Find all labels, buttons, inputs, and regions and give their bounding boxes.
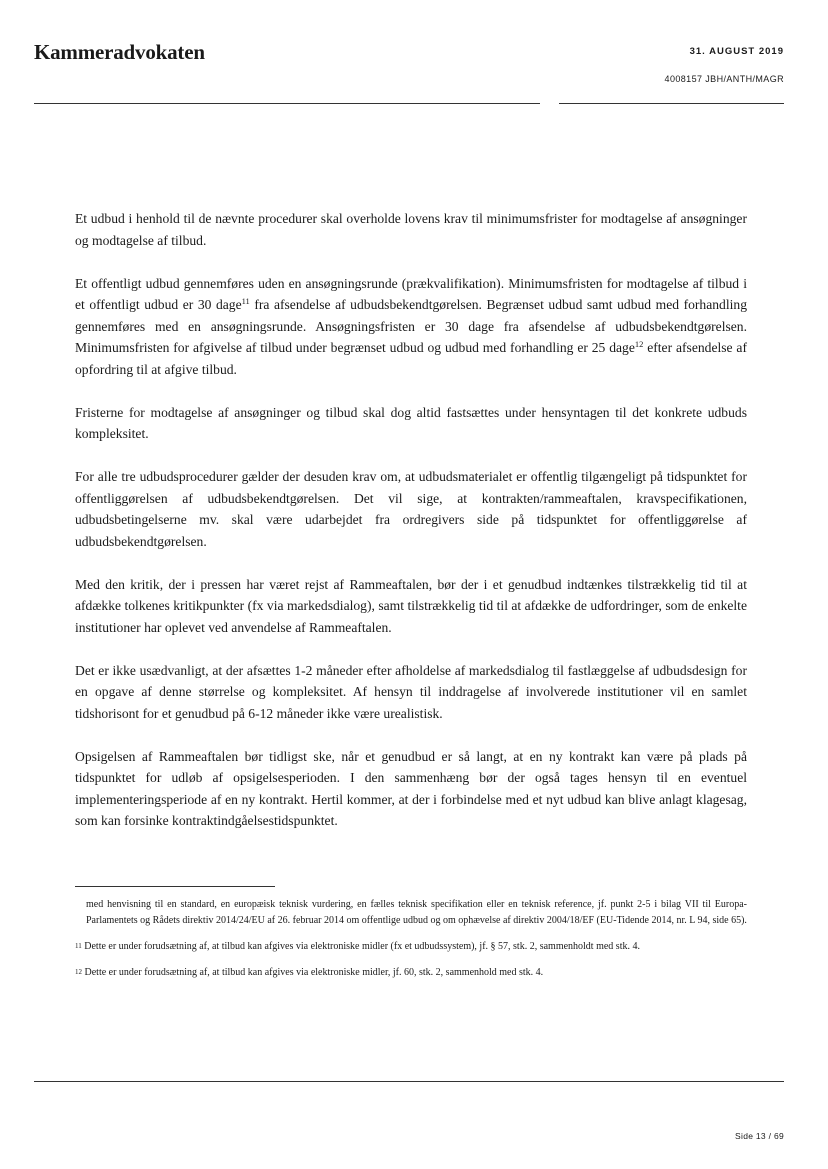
header-rule-left <box>34 103 540 104</box>
footer-rule <box>34 1081 784 1082</box>
document-body <box>75 208 747 853</box>
footnote-text: Dette er under forudsætning af, at tilbud kan afgives via elektroniske midler, jf. 60, stk. 2, sammenhold med stk. 4. <box>82 967 544 978</box>
header-rule-right <box>559 103 784 104</box>
footnote-separator <box>75 886 275 887</box>
footnote-11 <box>75 939 747 955</box>
paragraph-4: For alle tre udbudsprocedurer gælder der desuden krav om, at udbudsmaterialet er offentlig tilgængeligt på tidspunktet for offentliggørelsen af udbudsbekendtgørelsen. Det vil sige, at kontrakten/rammeaftalen, kravspecifikationen, udbudsbetingelserne mv. skal være udarbejdet fra ordregivers side på tidspunktet for offentliggørelse af udbudsbekendtgørelsen. <box>75 469 747 549</box>
paragraph-2 <box>75 273 747 381</box>
paragraph-1: Et udbud i henhold til de nævnte procedurer skal overholde lovens krav til minimumsfrister for modtagelse af ansøgninger og modtagelse af tilbud. <box>75 211 747 248</box>
paragraph-7: Opsigelsen af Rammeaftalen bør tidligst ske, når et genudbud er så langt, at en ny kontrakt kan være på plads på tidspunktet for udløb af opsigelsesperioden. I den sammenhæng bør der også tages hensyn til en eventuel implementeringsperiode af en ny kontrakt. Hertil kommer, at der i forbindelse med et nyt udbud kan blive anlagt klagesag, som kan forsinke kontraktindgåelsestidspunktet. <box>75 748 747 828</box>
paragraph-2-part-a: Et offentligt udbud gennemføres uden en ansøgningsrunde (prækvalifikation). Minimumsfristen for modtagelse af tilbud i et offentligt udbud er 30 dage <box>75 275 747 312</box>
paragraph-2-part-c: efter afsendelse af opfordring til at afgive tilbud. <box>75 340 747 377</box>
footnote-number: 12 <box>75 968 82 976</box>
paragraph-2-part-b: fra afsendelse af udbudsbekendtgørelsen. Begrænset udbud samt udbud med forhandling gennemføres med en ansøgningsrunde. Ansøgningsfristen er 30 dage fra afsendelse af udbudsbekendtgørelsen. Minimumsfristen for afgivelse af tilbud under begrænset udbud og udbud med forhandling er 25 dage <box>75 297 747 355</box>
footnotes <box>75 897 747 991</box>
firm-logo: Kammeradvokaten <box>34 40 205 64</box>
paragraph-5: Med den kritik, der i pressen har været rejst af Rammeaftalen, bør der i et genudbud indtænkes tilstrækkelig tid til at afdække tolkenes kritikpunkter (fx via markedsdialog), samt tilstrækkelig tid til at afdække de udfordringer, som de enkelte institutioner har oplevet ved anvendelse af Rammeaftalen. <box>75 576 747 635</box>
paragraph-3: Fristerne for modtagelse af ansøgninger og tilbud skal dog altid fastsættes under hensyntagen til det konkrete udbuds kompleksitet. <box>75 404 747 441</box>
footnote-12 <box>75 965 747 981</box>
footnote-ref-11[interactable]: 11 <box>241 296 250 306</box>
footnote-number: 11 <box>75 942 82 950</box>
document-reference: 4008157 JBH/ANTH/MAGR <box>664 74 784 84</box>
document-date: 31. AUGUST 2019 <box>689 46 784 57</box>
footnote-continuation: med henvisning til en standard, en europæisk teknisk vurdering, en fælles teknisk specifikation eller en teknisk reference, jf. punkt 2-5 i bilag VII til Europa-Parlamentets og Rådets direktiv 2014/24/EU af 26. februar 2014 om offentlige udbud og om ophævelse af direktiv 2004/18/EF (EU-Tidende 2014, nr. L 94, side 65). <box>86 899 747 926</box>
footnote-ref-12[interactable]: 12 <box>634 339 644 349</box>
footnote-text: Dette er under forudsætning af, at tilbud kan afgives via elektroniske midler (fx et udbudssystem), jf. § 57, stk. 2, sammenholdt med stk. 4. <box>81 941 640 952</box>
paragraph-6: Det er ikke usædvanligt, at der afsættes 1-2 måneder efter afholdelse af markedsdialog til fastlæggelse af udbudsdesign for en opgave af denne størrelse og kompleksitet. Af hensyn til inddragelse af involverede institutioner vil en samlet tidshorisont for et genudbud på 6-12 måneder ikke være urealistisk. <box>75 662 747 721</box>
page-number: Side 13 / 69 <box>735 1131 784 1141</box>
